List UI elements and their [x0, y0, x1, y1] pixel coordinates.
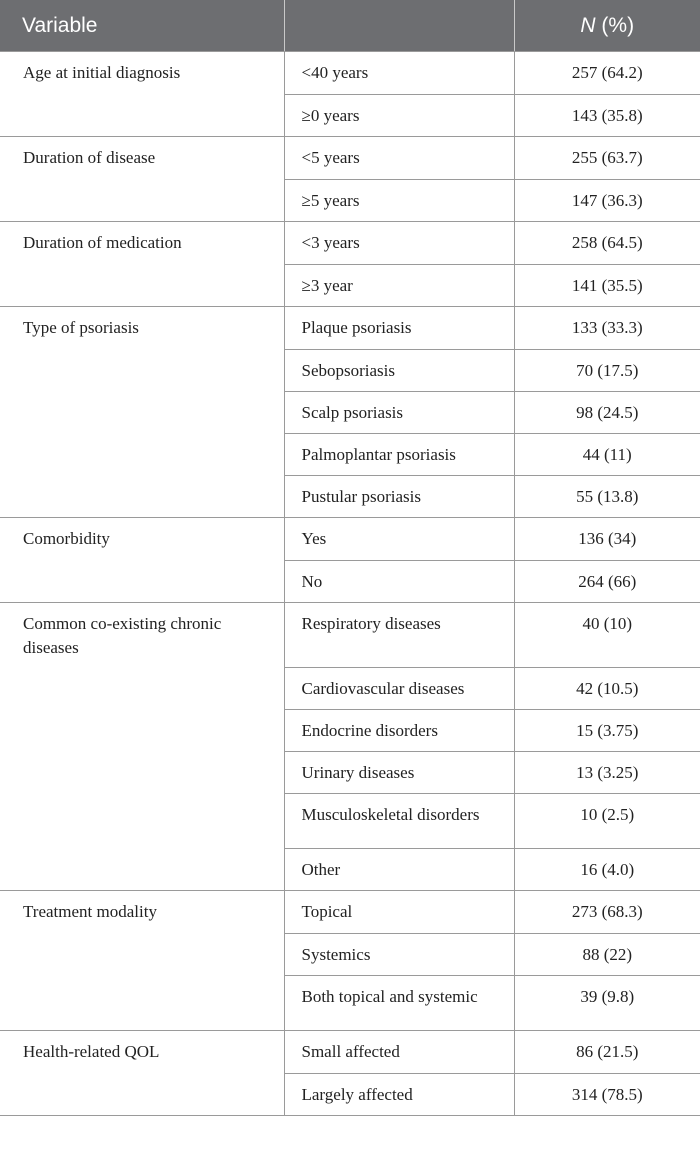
- variable-cell: Duration of disease: [0, 137, 284, 222]
- header-n-pct: [514, 0, 700, 52]
- variable-cell: Health-related QOL: [0, 1031, 284, 1116]
- level-cell: ≥3 year: [284, 265, 514, 307]
- level-cell: Pustular psoriasis: [284, 476, 514, 518]
- level-cell: <40 years: [284, 52, 514, 95]
- level-cell: Respiratory diseases: [284, 603, 514, 668]
- header-pct: (%): [595, 13, 635, 37]
- value-cell: 141 (35.5): [514, 265, 700, 307]
- variable-cell: Age at initial diagnosis: [0, 52, 284, 137]
- level-cell: Plaque psoriasis: [284, 307, 514, 350]
- level-cell: Other: [284, 849, 514, 891]
- table-row: [0, 1031, 700, 1074]
- value-cell: 13 (3.25): [514, 752, 700, 794]
- level-cell: <3 years: [284, 222, 514, 265]
- table-body: [0, 52, 700, 1116]
- value-cell: 70 (17.5): [514, 350, 700, 392]
- value-cell: 55 (13.8): [514, 476, 700, 518]
- value-cell: 147 (36.3): [514, 180, 700, 222]
- level-cell: Both topical and systemic: [284, 976, 514, 1031]
- level-cell: Small affected: [284, 1031, 514, 1074]
- level-cell: Endocrine disorders: [284, 710, 514, 752]
- level-cell: Sebopsoriasis: [284, 350, 514, 392]
- table-row: [0, 52, 700, 95]
- value-cell: 10 (2.5): [514, 794, 700, 849]
- header-level: [284, 0, 514, 52]
- table-row: [0, 307, 700, 350]
- value-cell: 86 (21.5): [514, 1031, 700, 1074]
- table-row: [0, 603, 700, 668]
- table-row: [0, 137, 700, 180]
- level-cell: Musculoskeletal disorders: [284, 794, 514, 849]
- level-cell: Yes: [284, 518, 514, 561]
- value-cell: 257 (64.2): [514, 52, 700, 95]
- variable-cell: Type of psoriasis: [0, 307, 284, 518]
- table-row: [0, 518, 700, 561]
- value-cell: 273 (68.3): [514, 891, 700, 934]
- level-cell: Urinary diseases: [284, 752, 514, 794]
- value-cell: 314 (78.5): [514, 1074, 700, 1116]
- level-cell: Palmoplantar psoriasis: [284, 434, 514, 476]
- value-cell: 136 (34): [514, 518, 700, 561]
- level-cell: Scalp psoriasis: [284, 392, 514, 434]
- table-row: [0, 891, 700, 934]
- value-cell: 133 (33.3): [514, 307, 700, 350]
- level-cell: <5 years: [284, 137, 514, 180]
- table-row: [0, 222, 700, 265]
- level-cell: ≥5 years: [284, 180, 514, 222]
- level-cell: Largely affected: [284, 1074, 514, 1116]
- value-cell: 264 (66): [514, 561, 700, 603]
- header-variable: Variable: [0, 0, 284, 52]
- variable-cell: Treatment modality: [0, 891, 284, 1031]
- value-cell: 15 (3.75): [514, 710, 700, 752]
- value-cell: 258 (64.5): [514, 222, 700, 265]
- value-cell: 16 (4.0): [514, 849, 700, 891]
- level-cell: Systemics: [284, 934, 514, 976]
- value-cell: 39 (9.8): [514, 976, 700, 1031]
- level-cell: Cardiovascular diseases: [284, 668, 514, 710]
- value-cell: 40 (10): [514, 603, 700, 668]
- variable-cell: Duration of medication: [0, 222, 284, 307]
- variable-cell: Common co-existing chronic diseases: [0, 603, 284, 891]
- level-cell: No: [284, 561, 514, 603]
- level-cell: Topical: [284, 891, 514, 934]
- value-cell: 98 (24.5): [514, 392, 700, 434]
- header-n: N: [580, 13, 596, 37]
- header-row: [0, 0, 700, 52]
- value-cell: 88 (22): [514, 934, 700, 976]
- value-cell: 44 (11): [514, 434, 700, 476]
- level-cell: ≥0 years: [284, 95, 514, 137]
- variable-cell: Comorbidity: [0, 518, 284, 603]
- value-cell: 255 (63.7): [514, 137, 700, 180]
- value-cell: 42 (10.5): [514, 668, 700, 710]
- value-cell: 143 (35.8): [514, 95, 700, 137]
